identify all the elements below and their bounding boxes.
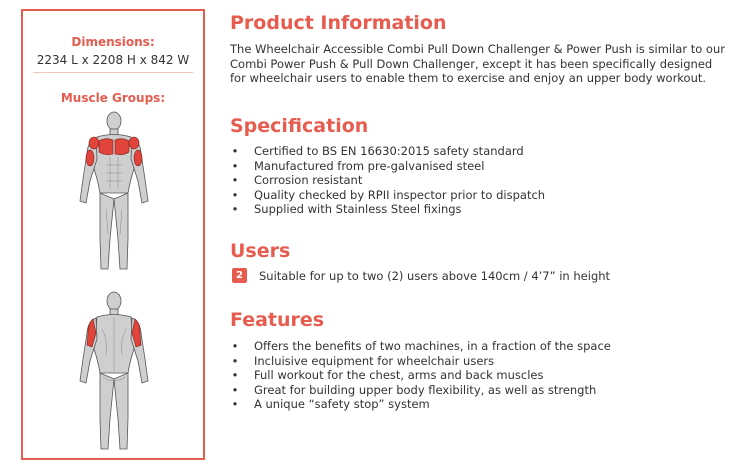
list-item <box>230 159 545 174</box>
list-item <box>230 354 611 369</box>
bullet-icon: • <box>231 339 239 353</box>
list-item <box>230 383 611 398</box>
feature-item: Incluisive equipment for wheelchair users <box>254 353 495 368</box>
front-body-icon <box>70 109 158 277</box>
bullet-icon: • <box>231 202 239 216</box>
feature-item: Offers the benefits of two machines, in a fraction of the space <box>254 339 611 353</box>
list-item <box>230 397 611 412</box>
specification-item: Quality checked by RPII inspector prior to dispatch <box>254 187 546 202</box>
specification-item: Manufactured from pre-galvanised steel <box>254 158 485 173</box>
list-item <box>230 188 545 203</box>
list-item <box>230 339 611 354</box>
bullet-icon: • <box>231 397 239 411</box>
list-item <box>230 202 545 217</box>
front-body-figure <box>70 109 158 277</box>
bullet-icon: • <box>231 368 239 382</box>
features-title: Features <box>230 309 325 331</box>
specification-item: Supplied with Stainless Steel fixings <box>254 202 462 216</box>
product-details-panel <box>21 9 205 460</box>
list-item <box>230 144 545 159</box>
feature-item: Great for building upper body flexibility, as well as strength <box>254 382 597 397</box>
specification-item: Certified to BS EN 16630:2015 safety standard <box>254 144 524 158</box>
feature-item: A unique “safety stop” system <box>254 397 430 411</box>
feature-item: Full workout for the chest, arms and back muscles <box>254 368 544 382</box>
specification-list <box>230 144 545 217</box>
back-body-figure <box>70 289 158 457</box>
bullet-icon: • <box>231 158 239 173</box>
dimensions-value: 2234 L x 2208 H x 842 W <box>36 53 190 67</box>
bullet-icon: • <box>231 187 239 202</box>
bullet-icon: • <box>231 173 239 187</box>
users-text: Suitable for up to two (2) users above 140cm / 4’7” in height <box>259 269 611 283</box>
divider <box>33 72 193 73</box>
bullet-icon: • <box>231 144 239 158</box>
list-item <box>230 368 611 383</box>
bullet-icon: • <box>231 353 239 368</box>
product-info-text: The Wheelchair Accessible Combi Pull Down Challenger & Power Push is similar to our Combi Power Push & Pull Down Challenger, except it has been specifically designed for wheelchair users to enable them to exercise and enjoy an upper body workout. <box>230 42 725 85</box>
bullet-icon: • <box>231 382 239 397</box>
list-item <box>230 173 545 188</box>
muscle-groups-title: Muscle Groups: <box>60 91 166 105</box>
back-body-icon <box>70 289 158 457</box>
specification-title: Specification <box>230 115 369 137</box>
user-count-badge: 2 <box>232 268 247 283</box>
users-title: Users <box>230 240 291 262</box>
features-list <box>230 339 611 412</box>
product-info-title: Product Information <box>230 12 447 34</box>
specification-item: Corrosion resistant <box>254 173 363 187</box>
dimensions-title: Dimensions: <box>71 35 155 49</box>
